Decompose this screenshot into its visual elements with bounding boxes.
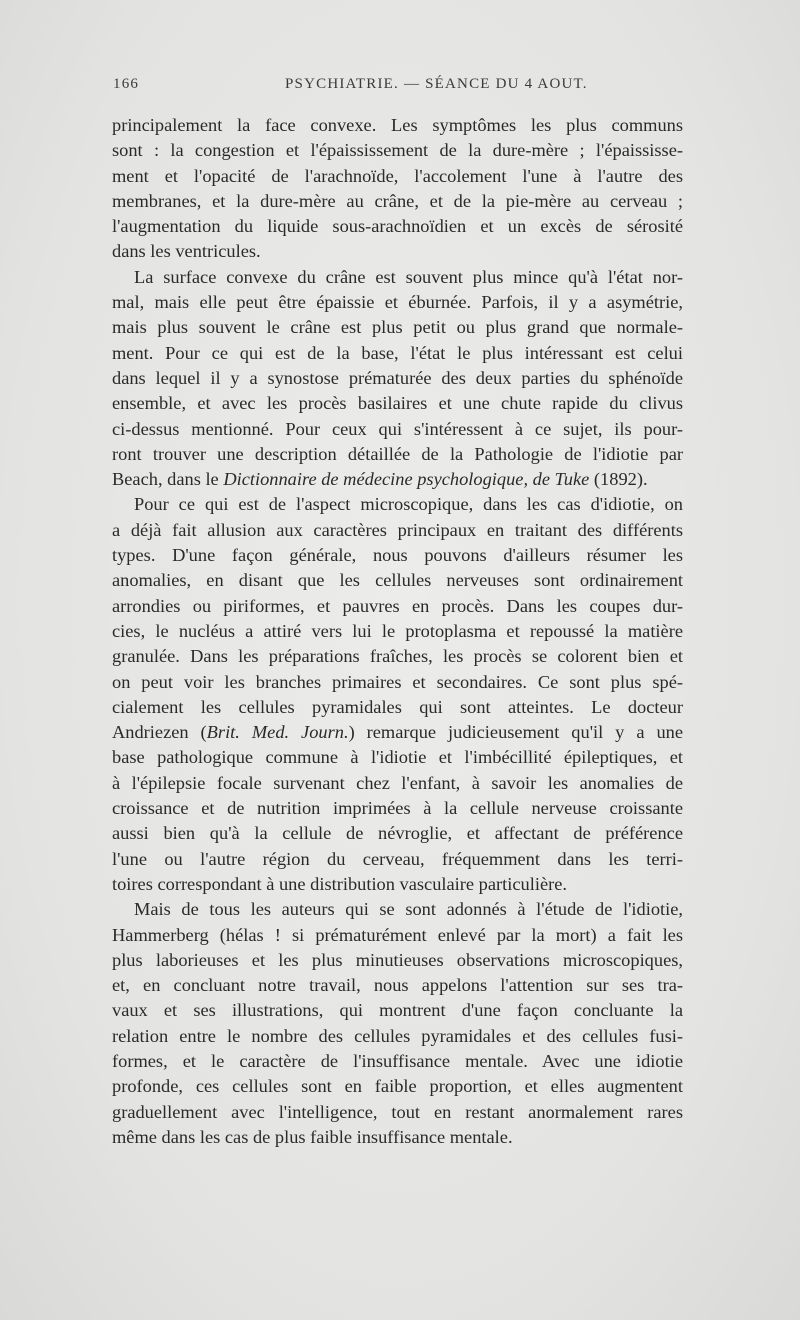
text-line: La surface convexe du crâne est souvent plus mince qu'à l'état nor- — [134, 266, 683, 287]
text-line: anomalies, en disant que les cellules nerveuses sont ordinairement — [112, 570, 683, 591]
text-line: l'augmentation du liquide sous-arachnoïdien et un excès de sérosité — [112, 216, 683, 237]
page-number: 166 — [113, 76, 140, 92]
body-text — [112, 113, 683, 1150]
text-line-with-italic: Beach, dans le Dictionnaire de médecine psychologique, de Tuke (1892). — [112, 469, 648, 490]
text-line: granulée. Dans les préparations fraîches, les procès se colorent bien et — [112, 646, 683, 667]
text-line-with-italic: Andriezen (Brit. Med. Journ.) remarque judicieusement qu'il y a une — [112, 722, 683, 743]
paragraph-2 — [112, 265, 683, 493]
text-line: ront trouver une description détaillée de la Pathologie de l'idiotie par — [112, 443, 683, 464]
paragraph-4 — [112, 897, 683, 1150]
text-line: membranes, et la dure-mère au crâne, et de la pie-mère au cerveau ; — [112, 190, 683, 211]
paragraph-3 — [112, 492, 683, 897]
text-line: dans lequel il y a synostose prématurée des deux parties du sphénoïde — [112, 367, 683, 388]
text-line: cies, le nucléus a attiré vers lui le protoplasma et repoussé la matière — [112, 620, 683, 641]
text-line: mais plus souvent le crâne est plus petit ou plus grand que normale- — [112, 317, 683, 338]
text-line: croissance et de nutrition imprimées à la cellule nerveuse croissante — [112, 798, 683, 819]
text-line: l'une ou l'autre région du cerveau, fréquemment dans les terri- — [112, 848, 683, 869]
text-line: profonde, ces cellules sont en faible proportion, et elles augmentent — [112, 1076, 683, 1097]
text-line: plus laborieuses et les plus minutieuses observations microscopiques, — [112, 949, 683, 970]
text-line: a déjà fait allusion aux caractères principaux en traitant des différents — [112, 519, 683, 540]
text-line: graduellement avec l'intelligence, tout en restant anormalement rares — [112, 1101, 683, 1122]
text-line: relation entre le nombre des cellules pyramidales et des cellules fusi- — [112, 1025, 683, 1046]
text-line: même dans les cas de plus faible insuffisance mentale. — [112, 1126, 513, 1147]
text-line: arrondies ou piriformes, et pauvres en procès. Dans les coupes dur- — [112, 595, 683, 616]
italic-citation: Dictionnaire de médecine psychologique, de Tuke — [223, 469, 590, 490]
text-line: principalement la face convexe. Les symptômes les plus communs — [112, 115, 683, 135]
text-line: cialement les cellules pyramidales qui sont atteintes. Le docteur — [112, 696, 683, 717]
running-title: PSYCHIATRIE. — SÉANCE DU 4 AOUT. — [285, 76, 588, 92]
text-line: types. D'une façon générale, nous pouvons d'ailleurs résumer les — [112, 545, 683, 566]
text-line: mal, mais elle peut être épaissie et éburnée. Parfois, il y a asymétrie, — [112, 292, 683, 313]
text-line: on peut voir les branches primaires et secondaires. Ce sont plus spé- — [112, 671, 683, 692]
italic-citation: Brit. Med. Journ. — [206, 722, 349, 743]
text-line: vaux et ses illustrations, qui montrent d'une façon concluante la — [112, 1000, 683, 1021]
text-line: Hammerberg (hélas ! si prématurément enlevé par la mort) a fait les — [112, 924, 683, 945]
text-line: base pathologique commune à l'idiotie et l'imbécillité épileptiques, et — [112, 747, 683, 768]
text-line: dans les ventricules. — [112, 241, 261, 262]
text-line: Pour ce qui est de l'aspect microscopique, dans les cas d'idiotie, on — [134, 494, 683, 515]
running-head — [113, 76, 683, 100]
text-line: ensemble, et avec les procès basilaires et une chute rapide du clivus — [112, 393, 683, 414]
text-line: ci-dessus mentionné. Pour ceux qui s'intéressent à ce sujet, ils pour- — [112, 418, 683, 439]
text-line: Mais de tous les auteurs qui se sont adonnés à l'étude de l'idiotie, — [134, 899, 683, 920]
text-line: aussi bien qu'à la cellule de névroglie, et affectant de préférence — [112, 823, 683, 844]
text-line: ment et l'opacité de l'arachnoïde, l'accolement l'une à l'autre des — [112, 165, 683, 186]
paragraph-1 — [112, 113, 683, 265]
text-line: à l'épilepsie focale survenant chez l'enfant, à savoir les anomalies de — [112, 772, 683, 793]
text-line: ment. Pour ce qui est de la base, l'état le plus intéressant est celui — [112, 342, 683, 363]
text-line: et, en concluant notre travail, nous appelons l'attention sur ses tra- — [112, 975, 683, 996]
text-line: toires correspondant à une distribution vasculaire particulière. — [112, 873, 568, 894]
text-line: sont : la congestion et l'épaississement de la dure-mère ; l'épaississe- — [112, 140, 683, 161]
text-line: formes, et le caractère de l'insuffisance mentale. Avec une idiotie — [112, 1050, 683, 1071]
